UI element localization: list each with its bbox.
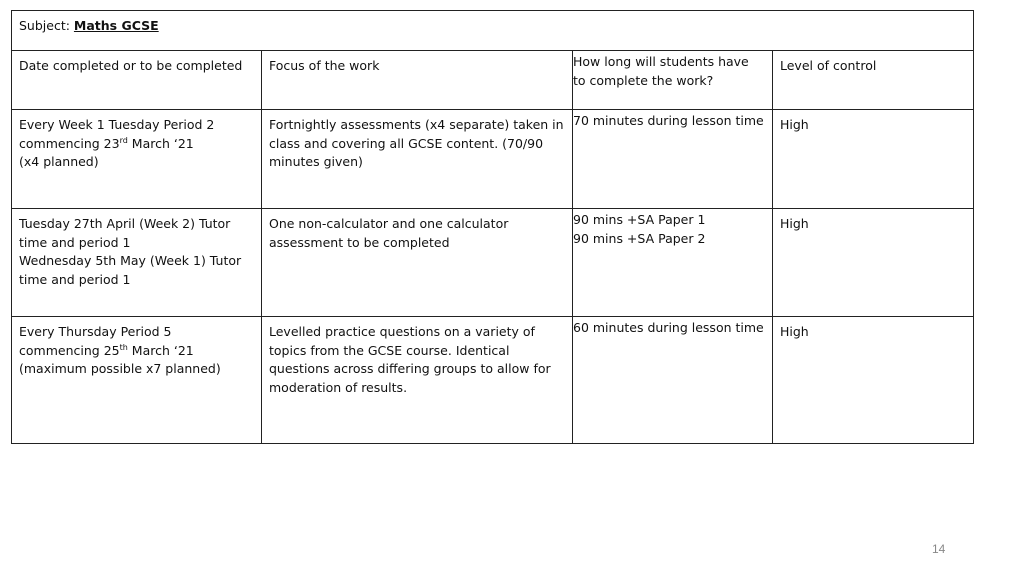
table-row	[12, 317, 974, 444]
focus-cell: Levelled practice questions on a variety of topics from the GCSE course. Identical questions across differing groups to allow for moderation of results.	[262, 317, 573, 444]
duration-cell: 70 minutes during lesson time	[573, 110, 773, 209]
header-date: Date completed or to be completed	[12, 51, 262, 110]
date-cell	[12, 110, 262, 209]
header-control: Level of control	[773, 51, 974, 110]
table-row	[12, 209, 974, 317]
duration-cell: 90 mins +SA Paper 1 90 mins +SA Paper 2	[573, 209, 773, 317]
table-row	[12, 110, 974, 209]
header-row	[12, 51, 974, 110]
date-line: commencing 23rd March ‘21	[19, 135, 194, 151]
date-line: (x4 planned)	[19, 154, 99, 169]
subject-label: Subject:	[19, 18, 74, 33]
date-line: Every Week 1 Tuesday Period 2	[19, 117, 215, 132]
focus-cell: Fortnightly assessments (x4 separate) taken in class and covering all GCSE content. (70/90 minutes given)	[262, 110, 573, 209]
date-line: Tuesday 27th April (Week 2) Tutor time and period 1	[19, 216, 231, 250]
subject-value: Maths GCSE	[73, 18, 159, 33]
date-cell	[12, 209, 262, 317]
date-cell: Every Thursday Period 5 commencing 25th March ‘21 (maximum possible x7 planned)	[12, 317, 262, 444]
focus-cell: One non-calculator and one calculator assessment to be completed	[262, 209, 573, 317]
coursework-table	[11, 10, 974, 444]
control-cell: High	[773, 209, 974, 317]
duration-cell: 60 minutes during lesson time	[573, 317, 773, 444]
control-cell: High	[773, 317, 974, 444]
subject-row	[12, 11, 974, 51]
subject-cell	[12, 11, 974, 51]
control-cell: High	[773, 110, 974, 209]
header-duration: How long will students have to complete the work?	[573, 51, 773, 110]
date-line: Wednesday 5th May (Week 1) Tutor time and period 1	[19, 253, 242, 287]
date-line: Every Thursday Period 5 commencing	[19, 324, 172, 358]
page-number: 14	[932, 542, 946, 556]
header-focus: Focus of the work	[262, 51, 573, 110]
